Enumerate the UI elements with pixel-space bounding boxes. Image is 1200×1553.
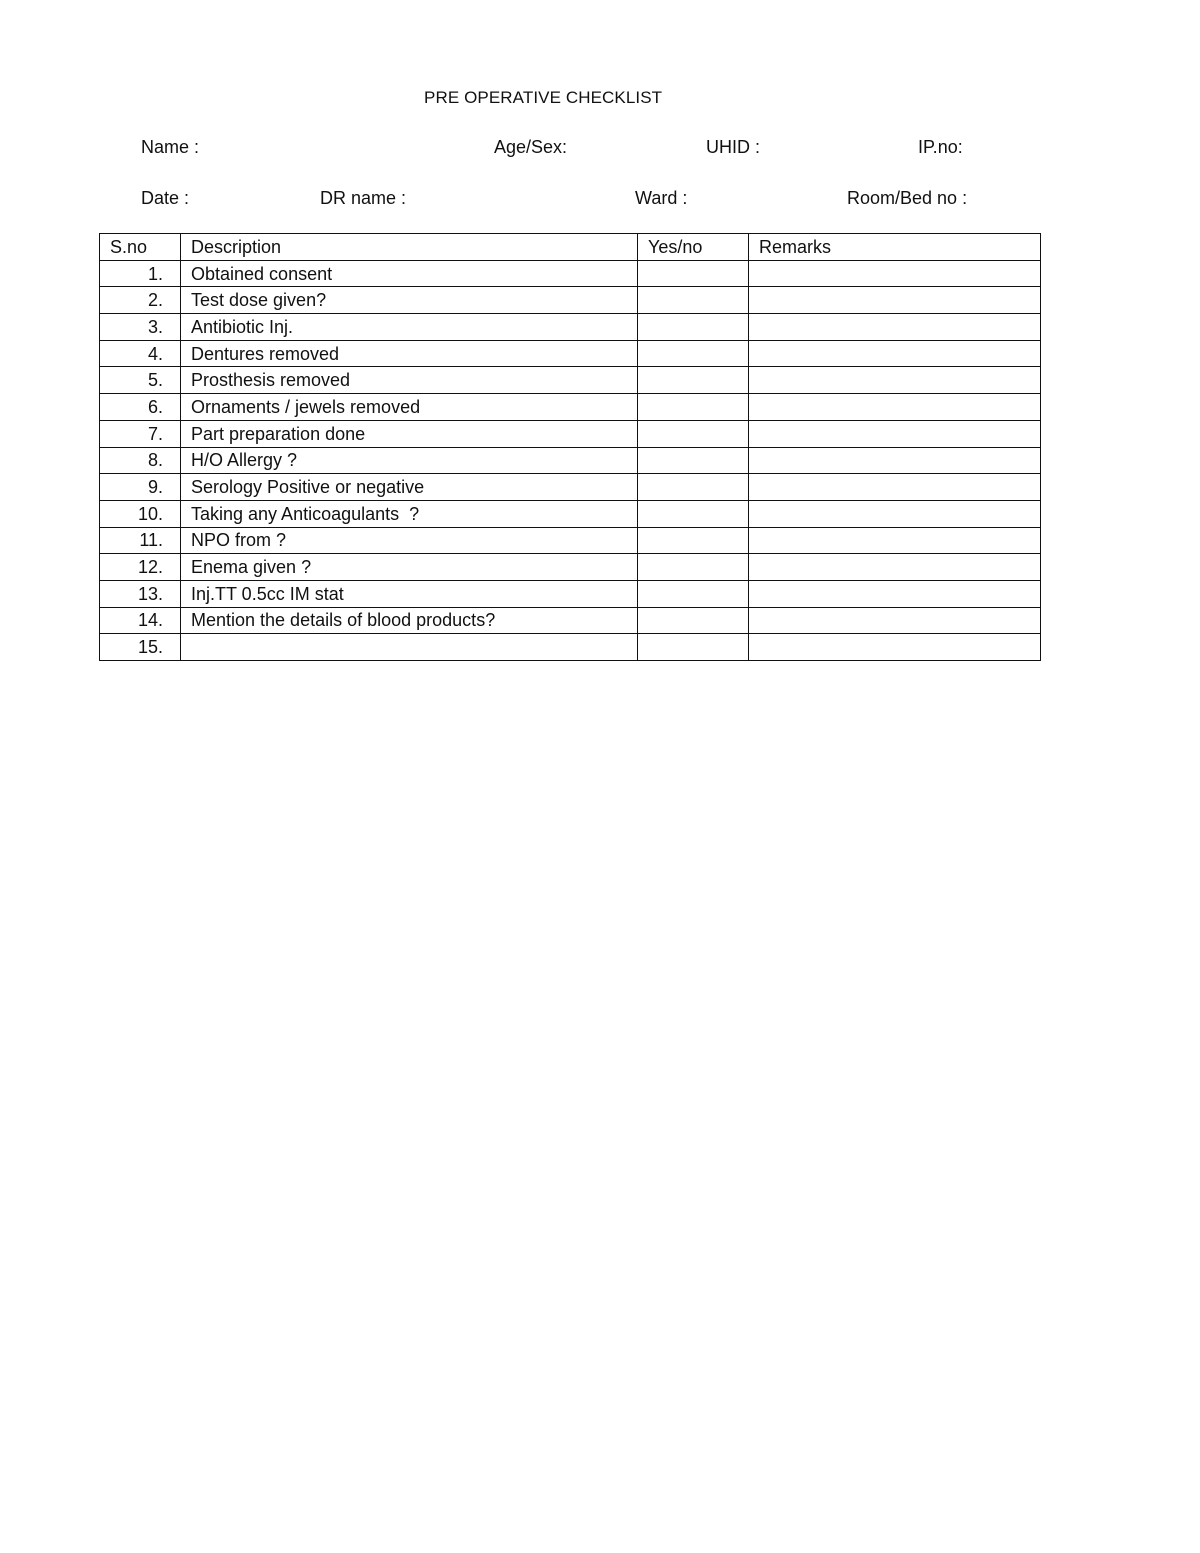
- uhid-label: UHID :: [706, 137, 760, 157]
- row-sno: 5.: [100, 367, 181, 394]
- row-yes-no-cell[interactable]: [638, 554, 749, 581]
- row-remarks-cell[interactable]: [749, 287, 1041, 314]
- row-remarks-cell[interactable]: [749, 447, 1041, 474]
- table-row: [100, 260, 1041, 287]
- row-sno: 2.: [100, 287, 181, 314]
- age-sex-label: Age/Sex:: [494, 137, 568, 157]
- ip-no-label: IP.no:: [918, 137, 963, 157]
- row-sno: 8.: [100, 447, 181, 474]
- row-description: Test dose given?: [181, 287, 638, 314]
- row-description: Ornaments / jewels removed: [181, 394, 638, 421]
- table-row: [100, 554, 1041, 581]
- row-remarks-cell[interactable]: [749, 367, 1041, 394]
- row-remarks-cell[interactable]: [749, 634, 1041, 661]
- row-remarks-cell[interactable]: [749, 554, 1041, 581]
- row-description: Taking any Anticoagulants ?: [181, 500, 638, 527]
- row-yes-no-cell[interactable]: [638, 580, 749, 607]
- row-description: Obtained consent: [181, 260, 638, 287]
- table-row: [100, 367, 1041, 394]
- row-sno: 9.: [100, 474, 181, 501]
- row-yes-no-cell[interactable]: [638, 340, 749, 367]
- page-title: PRE OPERATIVE CHECKLIST: [424, 88, 663, 107]
- name-label: Name :: [141, 137, 200, 157]
- row-description: H/O Allergy ?: [181, 447, 638, 474]
- row-description: Dentures removed: [181, 340, 638, 367]
- table-row: [100, 474, 1041, 501]
- header-sno: S.no: [100, 234, 181, 261]
- table-row: [100, 527, 1041, 554]
- row-sno: 7.: [100, 420, 181, 447]
- table-row: [100, 287, 1041, 314]
- row-sno: 3.: [100, 314, 181, 341]
- row-remarks-cell[interactable]: [749, 394, 1041, 421]
- row-remarks-cell[interactable]: [749, 500, 1041, 527]
- row-yes-no-cell[interactable]: [638, 367, 749, 394]
- row-yes-no-cell[interactable]: [638, 287, 749, 314]
- row-description[interactable]: [181, 634, 638, 661]
- row-sno: 4.: [100, 340, 181, 367]
- row-remarks-cell[interactable]: [749, 607, 1041, 634]
- row-yes-no-cell[interactable]: [638, 607, 749, 634]
- row-description: Serology Positive or negative: [181, 474, 638, 501]
- row-remarks-cell[interactable]: [749, 474, 1041, 501]
- row-description: Prosthesis removed: [181, 367, 638, 394]
- checklist-table: [99, 233, 1041, 661]
- dr-name-label: DR name :: [320, 188, 407, 208]
- row-description: Antibiotic Inj.: [181, 314, 638, 341]
- row-remarks-cell[interactable]: [749, 527, 1041, 554]
- table-row: [100, 607, 1041, 634]
- row-description: Part preparation done: [181, 420, 638, 447]
- ward-label: Ward :: [635, 188, 688, 208]
- row-sno: 12.: [100, 554, 181, 581]
- row-remarks-cell[interactable]: [749, 340, 1041, 367]
- table-row: [100, 580, 1041, 607]
- row-yes-no-cell[interactable]: [638, 394, 749, 421]
- row-description: Enema given ?: [181, 554, 638, 581]
- row-yes-no-cell[interactable]: [638, 447, 749, 474]
- row-yes-no-cell[interactable]: [638, 260, 749, 287]
- row-yes-no-cell[interactable]: [638, 527, 749, 554]
- row-sno: 15.: [100, 634, 181, 661]
- row-yes-no-cell[interactable]: [638, 314, 749, 341]
- row-description: NPO from ?: [181, 527, 638, 554]
- table-row: [100, 634, 1041, 661]
- row-sno: 14.: [100, 607, 181, 634]
- table-row: [100, 420, 1041, 447]
- row-yes-no-cell[interactable]: [638, 420, 749, 447]
- header-yes-no: Yes/no: [638, 234, 749, 261]
- table-row: [100, 314, 1041, 341]
- row-description: Mention the details of blood products?: [181, 607, 638, 634]
- row-remarks-cell[interactable]: [749, 580, 1041, 607]
- header-remarks: Remarks: [749, 234, 1041, 261]
- header-description: Description: [181, 234, 638, 261]
- row-sno: 1.: [100, 260, 181, 287]
- table-header-row: [100, 234, 1041, 261]
- row-yes-no-cell[interactable]: [638, 500, 749, 527]
- row-description: Inj.TT 0.5cc IM stat: [181, 580, 638, 607]
- row-sno: 6.: [100, 394, 181, 421]
- row-sno: 11.: [100, 527, 181, 554]
- row-yes-no-cell[interactable]: [638, 474, 749, 501]
- table-row: [100, 447, 1041, 474]
- row-yes-no-cell[interactable]: [638, 634, 749, 661]
- table-row: [100, 340, 1041, 367]
- table-row: [100, 500, 1041, 527]
- row-remarks-cell[interactable]: [749, 260, 1041, 287]
- table-row: [100, 394, 1041, 421]
- room-bed-label: Room/Bed no :: [847, 188, 968, 208]
- row-sno: 10.: [100, 500, 181, 527]
- row-sno: 13.: [100, 580, 181, 607]
- date-label: Date :: [141, 188, 190, 208]
- row-remarks-cell[interactable]: [749, 420, 1041, 447]
- row-remarks-cell[interactable]: [749, 314, 1041, 341]
